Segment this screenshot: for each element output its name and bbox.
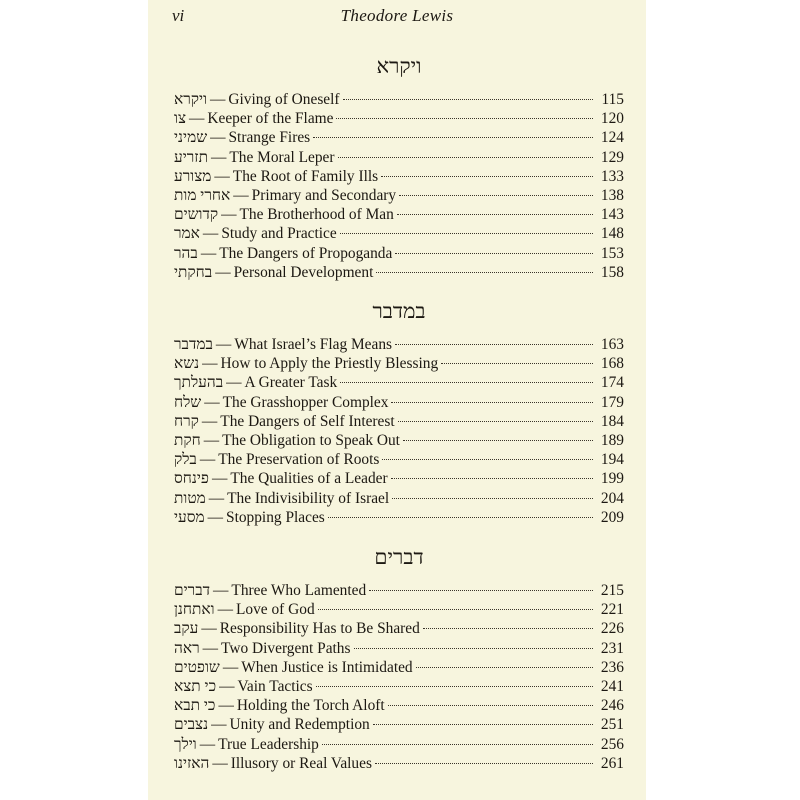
hebrew-portion-name: מטות	[174, 489, 206, 507]
entry-title: Strange Fires	[228, 129, 311, 147]
entry-page-number: 133	[600, 167, 624, 185]
entry-page-number: 209	[600, 508, 624, 526]
toc-entries	[174, 335, 624, 527]
dot-leader	[336, 118, 593, 119]
entry-title: Primary and Secondary	[251, 186, 397, 204]
entry-title: Personal Development	[233, 263, 374, 281]
entry-page-number: 184	[600, 412, 624, 430]
toc-entry	[174, 581, 624, 600]
toc-entry	[174, 715, 624, 734]
em-dash: —	[212, 754, 228, 772]
toc-entry	[174, 373, 624, 392]
entry-page-number: 174	[600, 374, 624, 392]
hebrew-portion-name: דברים	[174, 582, 211, 599]
entry-title: The Obligation to Speak Out	[222, 431, 400, 449]
entry-page-number: 226	[600, 620, 624, 638]
toc-entry	[174, 263, 624, 282]
hebrew-portion-name: פינחס	[174, 470, 209, 488]
entry-page-number: 120	[600, 110, 624, 128]
toc-entry	[174, 148, 624, 167]
em-dash: —	[202, 355, 218, 373]
toc-entry	[174, 619, 624, 638]
dot-leader	[313, 137, 593, 138]
hebrew-portion-name: עקב	[174, 620, 199, 638]
dot-leader	[423, 628, 593, 629]
hebrew-portion-name: שופטים	[174, 658, 220, 676]
em-dash: —	[215, 336, 232, 353]
em-dash: —	[214, 167, 230, 185]
entry-title: Three Who Lamented	[231, 582, 367, 599]
em-dash: —	[221, 206, 237, 224]
dot-leader	[375, 763, 593, 764]
toc-entry	[174, 600, 624, 619]
hebrew-portion-name: מסעי	[174, 508, 205, 526]
entry-title: The Root of Family Ills	[232, 167, 379, 185]
dot-leader	[395, 253, 593, 254]
entry-title: Two Divergent Paths	[221, 639, 351, 657]
entry-title: The Grasshopper Complex	[222, 393, 389, 411]
entry-title: Unity and Redemption	[229, 716, 370, 734]
hebrew-portion-name: קדושים	[174, 206, 219, 224]
entry-page-number: 138	[600, 186, 624, 204]
toc-entry	[174, 469, 624, 488]
entry-page-number: 241	[600, 677, 624, 695]
toc-entry	[174, 450, 624, 469]
entry-title: Stopping Places	[226, 508, 325, 526]
toc-entry	[174, 735, 624, 754]
entry-title: How to Apply the Priestly Blessing	[220, 355, 439, 373]
entry-title: A Greater Task	[244, 374, 338, 392]
em-dash: —	[199, 451, 216, 469]
section-title: דברים	[374, 545, 424, 569]
em-dash: —	[203, 431, 220, 449]
dot-leader	[403, 440, 593, 441]
entry-title: The Qualities of a Leader	[230, 470, 388, 488]
toc-entry	[174, 658, 624, 677]
entry-page-number: 153	[600, 244, 624, 262]
dot-leader	[343, 99, 593, 100]
hebrew-portion-name: נשא	[174, 355, 200, 373]
toc-section-vayikra	[174, 51, 624, 282]
toc-entry	[174, 224, 624, 243]
dot-leader	[354, 648, 594, 649]
em-dash: —	[201, 412, 218, 430]
dot-leader	[340, 382, 593, 383]
em-dash: —	[207, 508, 224, 526]
entry-page-number: 124	[600, 129, 624, 147]
hebrew-portion-name: ראה	[174, 639, 200, 657]
dot-leader	[382, 459, 593, 460]
dot-leader	[399, 195, 593, 196]
page-number: vi	[172, 6, 185, 25]
em-dash: —	[210, 148, 227, 166]
hebrew-portion-name: בחקתי	[174, 263, 213, 281]
hebrew-portion-name: כי תצא	[174, 677, 217, 695]
toc-entry	[174, 186, 624, 205]
toc-entry	[174, 639, 624, 658]
em-dash: —	[200, 244, 217, 262]
entry-title: Study and Practice	[221, 225, 337, 243]
hebrew-portion-name: במדבר	[174, 336, 213, 353]
em-dash: —	[210, 129, 226, 147]
hebrew-portion-name: נצבים	[174, 716, 209, 734]
hebrew-portion-name: שמיני	[174, 129, 208, 147]
hebrew-portion-name: קרח	[174, 412, 199, 430]
entry-title: The Moral Leper	[229, 148, 335, 166]
dot-leader	[318, 609, 593, 610]
hebrew-portion-name: מצורע	[174, 167, 212, 185]
entry-page-number: 194	[600, 451, 624, 469]
entry-title: True Leadership	[218, 735, 319, 753]
dot-leader	[340, 233, 593, 234]
toc-entry	[174, 489, 624, 508]
em-dash: —	[208, 489, 225, 507]
hebrew-portion-name: וילך	[174, 735, 197, 753]
entry-page-number: 168	[600, 355, 624, 373]
dot-leader	[395, 344, 593, 345]
entry-page-number: 215	[600, 582, 624, 599]
toc-entry	[174, 393, 624, 412]
toc-entry	[174, 354, 624, 373]
entry-page-number: 199	[600, 470, 624, 488]
entry-title: Keeper of the Flame	[207, 110, 334, 128]
hebrew-portion-name: תזריע	[174, 148, 208, 166]
entry-page-number: 163	[600, 336, 624, 353]
toc-entry	[174, 412, 624, 431]
em-dash: —	[219, 677, 235, 695]
toc-entry	[174, 677, 624, 696]
hebrew-portion-name: חקת	[174, 431, 201, 449]
entry-title: Responsibility Has to Be Shared	[219, 620, 420, 638]
hebrew-portion-name: ויקרא	[174, 91, 208, 108]
entry-title: The Indivisibility of Israel	[227, 489, 390, 507]
entry-title: The Dangers of Propoganda	[219, 244, 393, 262]
toc-entry	[174, 109, 624, 128]
entry-page-number: 251	[600, 716, 624, 734]
toc-entry	[174, 205, 624, 224]
toc-section-devarim	[174, 542, 624, 773]
dot-leader	[392, 498, 593, 499]
hebrew-portion-name: כי תבא	[174, 697, 216, 715]
entry-title: Love of God	[236, 601, 315, 619]
em-dash: —	[217, 601, 233, 619]
entry-page-number: 256	[600, 735, 624, 753]
entry-page-number: 236	[600, 658, 624, 676]
entry-page-number: 143	[600, 206, 624, 224]
book-page	[148, 0, 646, 800]
author-name: Theodore Lewis	[340, 6, 454, 25]
entry-page-number: 148	[600, 225, 624, 243]
toc-entry	[174, 696, 624, 715]
toc-entry	[174, 335, 624, 354]
em-dash: —	[202, 639, 219, 657]
toc-entry	[174, 128, 624, 147]
dot-leader	[328, 517, 593, 518]
section-title: במדבר	[372, 299, 426, 323]
em-dash: —	[210, 91, 226, 108]
hebrew-portion-name: שלח	[174, 393, 202, 411]
dot-leader	[388, 705, 593, 706]
entry-title: The Preservation of Roots	[218, 451, 380, 469]
dot-leader	[376, 272, 593, 273]
toc-entry	[174, 244, 624, 263]
entry-page-number: 221	[600, 601, 624, 619]
dot-leader	[391, 402, 593, 403]
hebrew-portion-name: האזינו	[174, 754, 210, 772]
toc-entry	[174, 754, 624, 773]
em-dash: —	[233, 186, 249, 204]
em-dash: —	[202, 225, 219, 243]
entry-title: Illusory or Real Values	[230, 754, 372, 772]
hebrew-portion-name: ואתחנן	[174, 601, 215, 619]
em-dash: —	[215, 263, 231, 281]
hebrew-portion-name: אחרי מות	[174, 186, 231, 204]
toc-entry	[174, 167, 624, 186]
entry-title: Vain Tactics	[237, 677, 313, 695]
entry-title: The Brotherhood of Man	[239, 206, 394, 224]
entry-page-number: 204	[600, 489, 624, 507]
dot-leader	[369, 590, 593, 591]
em-dash: —	[218, 697, 234, 715]
entry-page-number: 231	[600, 639, 624, 657]
em-dash: —	[222, 658, 239, 676]
hebrew-portion-name: בהעלתך	[174, 374, 224, 392]
em-dash: —	[204, 393, 220, 411]
em-dash: —	[226, 374, 242, 392]
em-dash: —	[201, 620, 217, 638]
entry-title: Giving of Oneself	[228, 91, 340, 108]
entry-page-number: 261	[600, 754, 624, 772]
hebrew-portion-name: אמר	[174, 225, 200, 243]
toc-section-bamidbar	[174, 296, 624, 527]
dot-leader	[397, 214, 593, 215]
running-header	[148, 6, 646, 30]
hebrew-portion-name: בלק	[174, 451, 197, 469]
dot-leader	[322, 744, 593, 745]
dot-leader	[391, 478, 593, 479]
entry-page-number: 246	[600, 697, 624, 715]
section-title: ויקרא	[376, 54, 422, 78]
hebrew-portion-name: צו	[174, 110, 187, 128]
em-dash: —	[213, 582, 229, 599]
dot-leader	[381, 176, 593, 177]
em-dash: —	[189, 110, 205, 128]
dot-leader	[441, 363, 593, 364]
em-dash: —	[211, 470, 228, 488]
entry-page-number: 158	[600, 263, 624, 281]
toc-entries	[174, 90, 624, 282]
dot-leader	[316, 686, 593, 687]
entry-title: What Israel’s Flag Means	[234, 336, 393, 353]
dot-leader	[338, 157, 594, 158]
dot-leader	[398, 421, 593, 422]
em-dash: —	[211, 716, 227, 734]
hebrew-portion-name: בהר	[174, 244, 198, 262]
entry-page-number: 189	[600, 431, 624, 449]
entry-page-number: 129	[600, 148, 624, 166]
em-dash: —	[199, 735, 216, 753]
dot-leader	[416, 667, 593, 668]
entry-title: The Dangers of Self Interest	[220, 412, 395, 430]
entry-page-number: 179	[600, 393, 624, 411]
toc-entries	[174, 581, 624, 773]
entry-title: When Justice is Intimidated	[241, 658, 413, 676]
toc-entry	[174, 431, 624, 450]
toc-entry	[174, 508, 624, 527]
toc-entry	[174, 90, 624, 109]
entry-page-number: 115	[601, 91, 624, 108]
dot-leader	[373, 724, 593, 725]
entry-title: Holding the Torch Aloft	[236, 697, 385, 715]
